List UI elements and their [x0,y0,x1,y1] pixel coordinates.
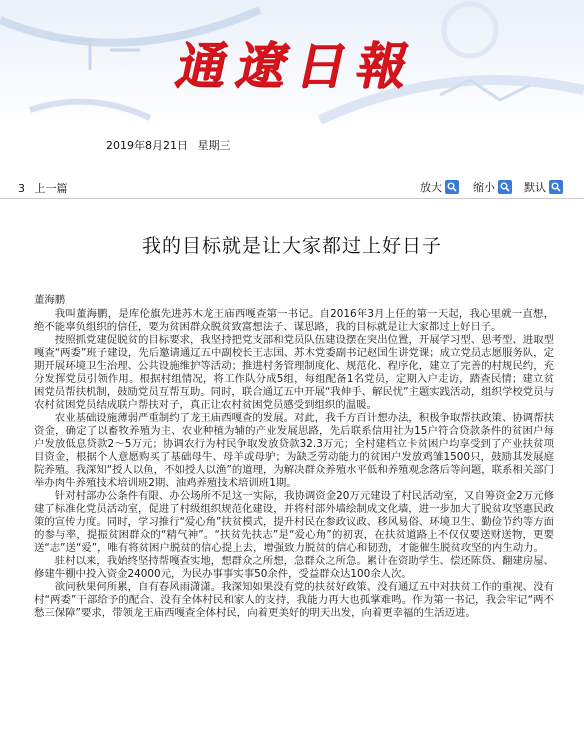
newspaper-logo: 通遼日報 [170,36,424,95]
issue-date [106,137,237,153]
prev-article-link[interactable] [18,180,68,196]
article-title: 我的目标就是让大家都过上好日子 [141,235,442,257]
weekday-text: 星期三 [197,139,231,152]
article-paragraph: 针对村部办公条件有限、办公场所不足这一实际，我协调资金20万元建设了村民活动室，又自筹资金2万元修建了标准化党员活动室，促进了村级组织规范化建设，并将村部外墙绘制成文化墙，进一步加大了脱贫攻坚惠民政策的宣传力度。同时，学习推行“爱心角”扶贫模式，提升村民在参政议政、移风易俗、环境卫生、勤俭节约等方面的参与率，提振贫困群众的“精气神”。“扶贫先扶志”是“爱心角”的初衷，在扶贫道路上不仅仅要送财送物，更要送“志”送“爱”，唯有将贫困户脱贫的信心提上去，增强致力脱贫的信心和韧劲，才能催生脱贫攻坚的内生动力。 [34,490,554,554]
zoom-magnifier-icon [549,180,563,194]
default-zoom-button[interactable] [524,179,563,195]
zoom-in-button[interactable] [420,179,459,195]
zoom-in-label: 放大 [420,181,442,194]
zoom-out-button[interactable] [473,179,512,195]
page-number: 3 [18,182,25,195]
article-body [34,294,554,620]
article-author: 董海鹏 [34,294,66,306]
masthead-banner [0,0,584,132]
article-paragraph: 欲问秋果何所累，自有春风雨潇潇。我深知如果没有党的扶贫好政策、没有通辽五中对扶贫工作的重视、没有村“两委”干部给予的配合、没有全体村民和家人的支持，我能力再大也孤掌难鸣。作为第一书记，我会牢记“两不愁三保障”要求，带领龙王庙西嘎查全体村民，向着更美好的明天出发，向着更幸福的生活迈进。 [34,581,554,619]
article-paragraph: 按照抓党建促脱贫的目标要求，我坚持把党支部和党员队伍建设摆在突出位置，开展学习型、思考型、进取型嘎查“两委”班子建设，先后邀请通辽五中副校长王志国、苏木党委副书记赵国生讲党课；成立党员志愿服务队，定期开展环境卫生治理、公共设施维护等活动；推进村务管理制度化、规范化、程序化，建立了完善的村规民约，充分发挥党员引领作用。根据村组情况，将工作队分成5组，每组配备1名党员，定期入户走访，踏查民情；建立贫困党员帮扶机制，鼓励党员互帮互助。同时，联合通辽五中开展“我伸手、解民忧”主题实践活动，组织学校党员与农村贫困党员结成联户帮扶对子，真正让农村贫困党员感受到组织的温暖。 [34,334,554,411]
article-toolbar [0,176,584,199]
article-paragraph: 驻村以来，我始终坚持帮嘎查实地，想群众之所想，急群众之所急。累计在资助学生、偿还陈贷、翻建房屋、修建牛棚中投入资金24000元，为民办事事实事50余件，受益群众达100余人次。 [34,555,554,580]
date-text: 2019年8月21日 [106,139,188,152]
prev-label: 上一篇 [34,182,68,195]
zoom-magnifier-icon [498,180,512,194]
zoom-magnifier-icon [445,180,459,194]
article-paragraph: 我叫董海鹏，是库伦旗先进苏木龙王庙西嘎查第一书记。自2016年3月上任的第一天起，我心里就一直想，绝不能辜负组织的信任，要为贫困群众脱贫致富想法子、谋思路，我的目标就是让大家都过上好日子。 [34,308,554,333]
default-label: 默认 [524,181,546,194]
zoom-out-label: 缩小 [473,181,495,194]
article-paragraph: 农业基础设施薄弱严重制约了龙王庙西嘎查的发展。对此，我千方百计想办法，积极争取帮扶政策、协调帮扶资金，确定了以畜牧养殖为主、农业种植为辅的产业发展思路，先后联系信用社为15户符合贷款条件的贫困户每户发放低息贷款2～5万元；协调农行为村民争取发放贷款32.3万元；全村建档立卡贫困户均享受到了产业扶贫项目资金，根据个人意愿购买了基础母牛、母羊或母驴；为缺乏劳动能力的贫困户发放鸡雏1500只，鼓励其发展庭院养殖。我深知“授人以鱼，不如授人以渔”的道理，为解决群众养殖水平低和养殖观念落后等问题，联系相关部门举办肉牛养殖技术培训班2期、油鸡养殖技术培训班1期。 [34,412,554,489]
